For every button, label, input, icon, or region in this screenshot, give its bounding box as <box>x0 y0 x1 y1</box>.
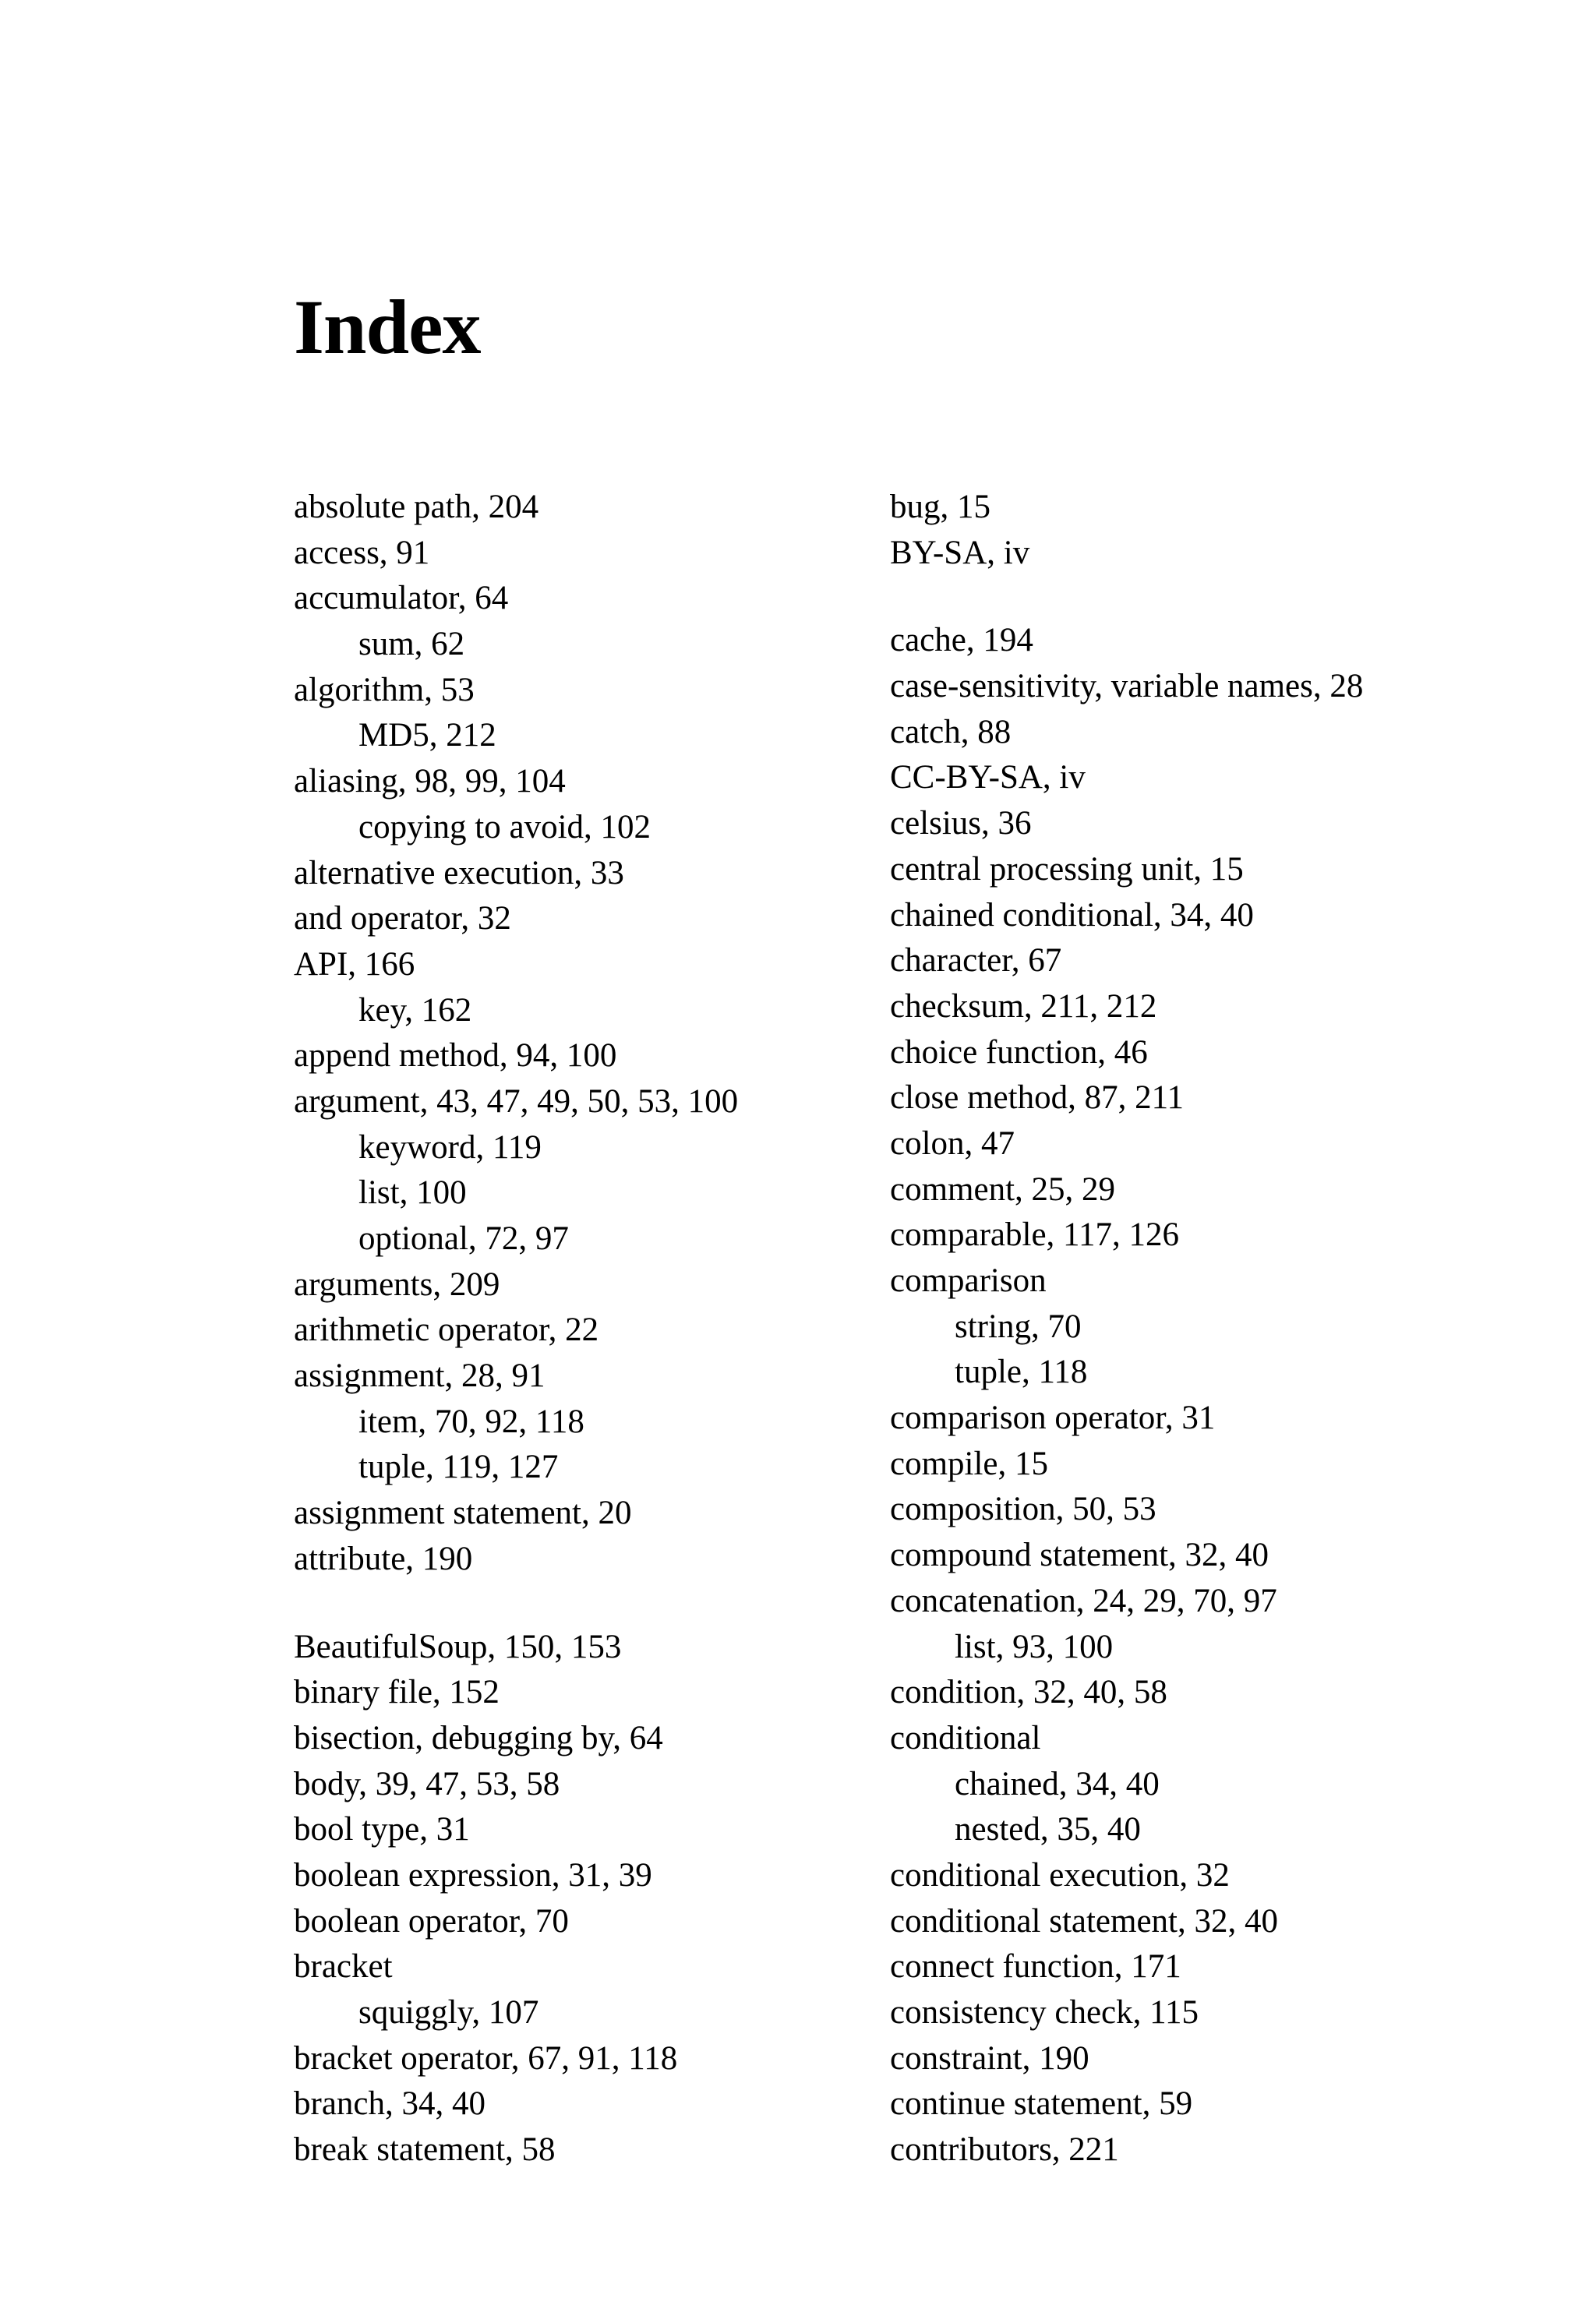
index-subentry: optional, 72, 97 <box>358 1220 569 1257</box>
index-entry: conditional statement, 32, 40 <box>890 1902 1278 1940</box>
index-subentry: MD5, 212 <box>358 717 496 754</box>
index-entry: bracket operator, 67, 91, 118 <box>294 2039 678 2077</box>
index-subentry: item, 70, 92, 118 <box>358 1403 584 1440</box>
index-entry: arguments, 209 <box>294 1266 500 1303</box>
index-entry: access, 91 <box>294 534 430 571</box>
index-entry: composition, 50, 53 <box>890 1491 1156 1528</box>
index-entry: boolean operator, 70 <box>294 1902 569 1940</box>
index-entry: assignment, 28, 91 <box>294 1358 546 1395</box>
index-entry: binary file, 152 <box>294 1674 500 1711</box>
index-entry: comment, 25, 29 <box>890 1170 1116 1208</box>
index-entry: boolean expression, 31, 39 <box>294 1856 652 1894</box>
index-entry: compound statement, 32, 40 <box>890 1537 1269 1574</box>
page-title: Index <box>294 284 481 370</box>
index-entry: and operator, 32 <box>294 900 511 937</box>
letter-group-gap <box>890 576 1451 618</box>
index-entry: aliasing, 98, 99, 104 <box>294 763 566 800</box>
index-entry: connect function, 171 <box>890 1948 1181 1986</box>
index-entry: colon, 47 <box>890 1124 1015 1162</box>
index-entry: assignment statement, 20 <box>294 1495 632 1532</box>
index-entry: BY-SA, iv <box>890 534 1030 571</box>
letter-group-gap <box>294 1583 855 1625</box>
index-subentry: key, 162 <box>358 991 472 1029</box>
index-entry: contributors, 221 <box>890 2131 1119 2169</box>
index-entry: checksum, 211, 212 <box>890 987 1157 1025</box>
index-entry: conditional <box>890 1719 1041 1756</box>
index-entry: attribute, 190 <box>294 1540 473 1577</box>
index-entry: celsius, 36 <box>890 805 1032 842</box>
index-column-left <box>294 485 855 2173</box>
index-entry: branch, 34, 40 <box>294 2085 486 2123</box>
index-subentry: squiggly, 107 <box>358 1994 539 2031</box>
index-entry: catch, 88 <box>890 713 1012 750</box>
index-entry: comparison <box>890 1262 1047 1299</box>
index-entry: absolute path, 204 <box>294 489 539 525</box>
index-subentry: tuple, 118 <box>955 1354 1088 1391</box>
index-entry: concatenation, 24, 29, 70, 97 <box>890 1582 1277 1619</box>
index-entry: algorithm, 53 <box>294 671 475 708</box>
index-entry: bracket <box>294 1948 393 1986</box>
index-entry: central processing unit, 15 <box>890 850 1244 888</box>
index-entry: condition, 32, 40, 58 <box>890 1674 1167 1711</box>
index-entry: bug, 15 <box>890 489 990 525</box>
index-column-right <box>890 485 1451 2173</box>
index-entry: consistency check, 115 <box>890 1994 1199 2031</box>
index-entry: alternative execution, 33 <box>294 854 624 891</box>
index-entry: break statement, 58 <box>294 2131 556 2169</box>
index-entry: CC-BY-SA, iv <box>890 759 1086 796</box>
index-subentry: copying to avoid, 102 <box>358 808 651 846</box>
index-entry: case-sensitivity, variable names, 28 <box>890 668 1364 705</box>
index-entry: accumulator, 64 <box>294 580 509 617</box>
index-subentry: sum, 62 <box>358 626 465 663</box>
index-entry: conditional execution, 32 <box>890 1856 1230 1894</box>
index-entry: character, 67 <box>890 942 1062 980</box>
index-entry: close method, 87, 211 <box>890 1079 1184 1117</box>
index-entry: arithmetic operator, 22 <box>294 1312 599 1349</box>
index-entry: constraint, 190 <box>890 2039 1089 2077</box>
index-entry: chained conditional, 34, 40 <box>890 896 1254 934</box>
index-subentry: list, 100 <box>358 1174 467 1212</box>
index-subentry: chained, 34, 40 <box>955 1765 1160 1802</box>
index-entry: body, 39, 47, 53, 58 <box>294 1765 560 1802</box>
index-entry: append method, 94, 100 <box>294 1037 617 1075</box>
index-entry: argument, 43, 47, 49, 50, 53, 100 <box>294 1082 739 1120</box>
index-subentry: string, 70 <box>955 1308 1082 1345</box>
index-subentry: nested, 35, 40 <box>955 1811 1141 1848</box>
index-entry: comparable, 117, 126 <box>890 1216 1179 1254</box>
index-entry: compile, 15 <box>890 1445 1049 1482</box>
index-subentry: keyword, 119 <box>358 1128 542 1166</box>
index-entry: BeautifulSoup, 150, 153 <box>294 1628 622 1665</box>
index-entry: API, 166 <box>294 945 415 983</box>
index-entry: bool type, 31 <box>294 1811 470 1848</box>
index-subentry: tuple, 119, 127 <box>358 1449 559 1486</box>
index-entry: cache, 194 <box>890 622 1033 659</box>
index-entry: continue statement, 59 <box>890 2085 1193 2123</box>
index-subentry: list, 93, 100 <box>955 1628 1114 1665</box>
index-entry: choice function, 46 <box>890 1033 1148 1071</box>
index-entry: comparison operator, 31 <box>890 1400 1216 1437</box>
index-entry: bisection, debugging by, 64 <box>294 1719 663 1756</box>
